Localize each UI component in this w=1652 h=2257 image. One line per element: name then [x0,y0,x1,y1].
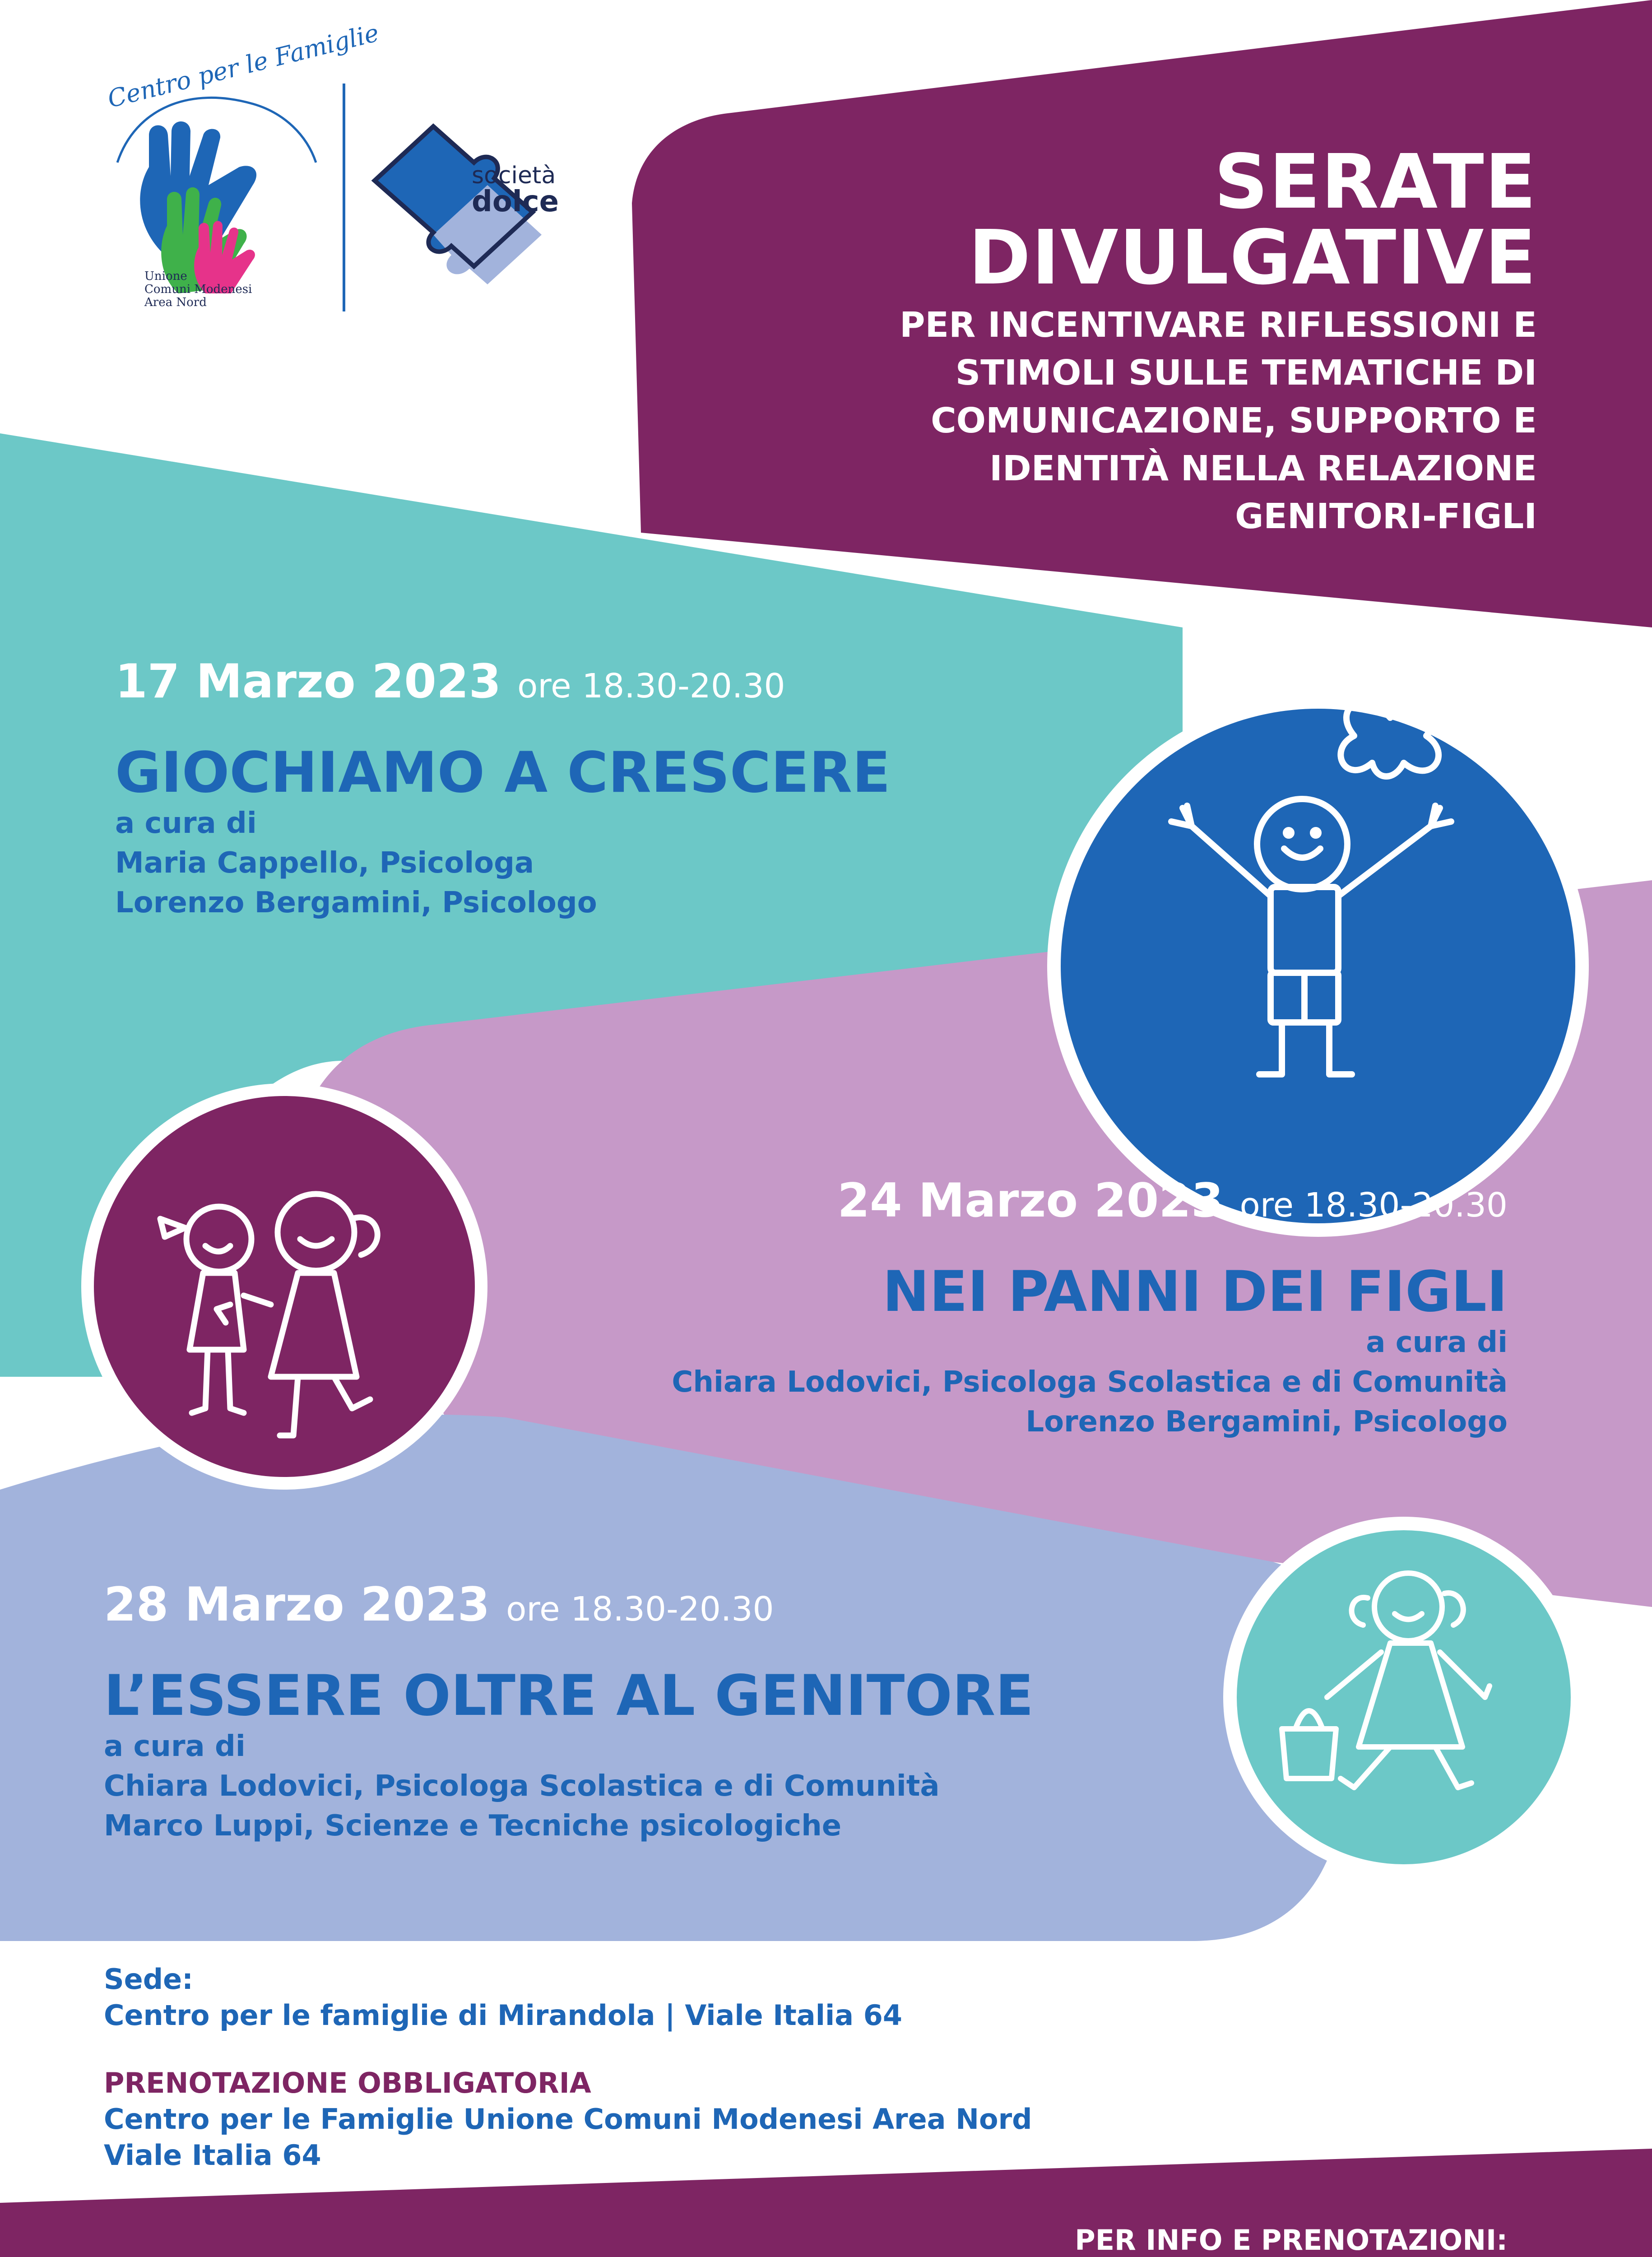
event-1-curated-label: a cura di [115,807,257,840]
page-title [968,139,1537,302]
event-2-date-line [672,1174,1508,1232]
booking-label: PRENOTAZIONE OBBLIGATORIA [104,2067,591,2099]
event-1-speaker-2: Lorenzo Bergamini, Psicologo [115,886,597,920]
subtitle-line-1: PER INCENTIVARE RIFLESSIONI E [900,305,1537,345]
event-1-title: GIOCHIAMO A CRESCERE [115,740,891,805]
event-3-date: 28 Marzo 2023 [104,1578,490,1632]
event-3-curated-label: a cura di [104,1730,246,1763]
booking-block [104,2065,1032,2173]
societa-word: società [472,162,556,189]
event-3-speaker-2: Marco Luppi, Scienze e Tecniche psicologiche [104,1809,842,1843]
unione-line-1: Unione [144,269,187,283]
footer-label: PER INFO E PRENOTAZIONI: [1075,2224,1508,2257]
event-2-speaker-1: Chiara Lodovici, Psicologa Scolastica e di Comunità [672,1365,1508,1399]
footer-block [825,2221,1508,2257]
page-subtitle [900,302,1537,541]
unione-line-2: Comuni Modenesi [144,283,252,296]
venue-address: Centro per le famiglie di Mirandola | Viale Italia 64 [104,1999,902,2032]
event-2-title: NEI PANNI DEI FIGLI [882,1259,1508,1324]
event-2-speaker-2: Lorenzo Bergamini, Psicologo [1026,1405,1508,1439]
two-girls-hugging-icon [81,1083,487,1490]
event-2-curated-label: a cura di [1366,1326,1508,1359]
event-2-time: ore 18.30-20.30 [1239,1186,1508,1225]
unione-logo-block [144,270,252,309]
unione-line-3: Area Nord [144,296,207,309]
booking-line-2: Viale Italia 64 [104,2139,321,2172]
subtitle-line-5: GENITORI-FIGLI [1235,497,1537,537]
title-line-1: SERATE [1214,139,1537,226]
societa-logo-text [472,162,559,218]
event-2 [672,1174,1508,1442]
event-1-speaker-1: Maria Cappello, Psicologa [115,846,534,880]
event-1-time: ore 18.30-20.30 [517,667,785,706]
subtitle-line-4: IDENTITÀ NELLA RELAZIONE [989,449,1537,489]
venue-label: Sede: [104,1963,193,1996]
dolce-word: dolce [472,185,559,218]
title-line-2: DIVULGATIVE [968,214,1537,302]
venue-block [104,1961,902,2034]
subtitle-line-3: COMUNICAZIONE, SUPPORTO E [931,401,1537,441]
booking-line-1: Centro per le Famiglie Unione Comuni Modenesi Area Nord [104,2103,1032,2136]
event-1-date: 17 Marzo 2023 [115,655,501,709]
event-3-speaker-1: Chiara Lodovici, Psicologa Scolastica e di Comunità [104,1769,940,1803]
event-3-title: L’ESSERE OLTRE AL GENITORE [104,1663,1034,1728]
centro-logo-text-span: Centro per le Famiglie [105,18,382,114]
event-3 [104,1578,1034,1846]
event-3-time: ore 18.30-20.30 [506,1590,774,1629]
hands-logo-icon [117,98,316,293]
event-1 [115,655,891,923]
event-1-date-line [115,655,891,713]
girl-with-basket-icon [1223,1517,1584,1878]
event-3-date-line [104,1578,1034,1636]
event-2-date: 24 Marzo 2023 [837,1174,1224,1228]
subtitle-line-2: STIMOLI SULLE TEMATICHE DI [955,353,1537,393]
